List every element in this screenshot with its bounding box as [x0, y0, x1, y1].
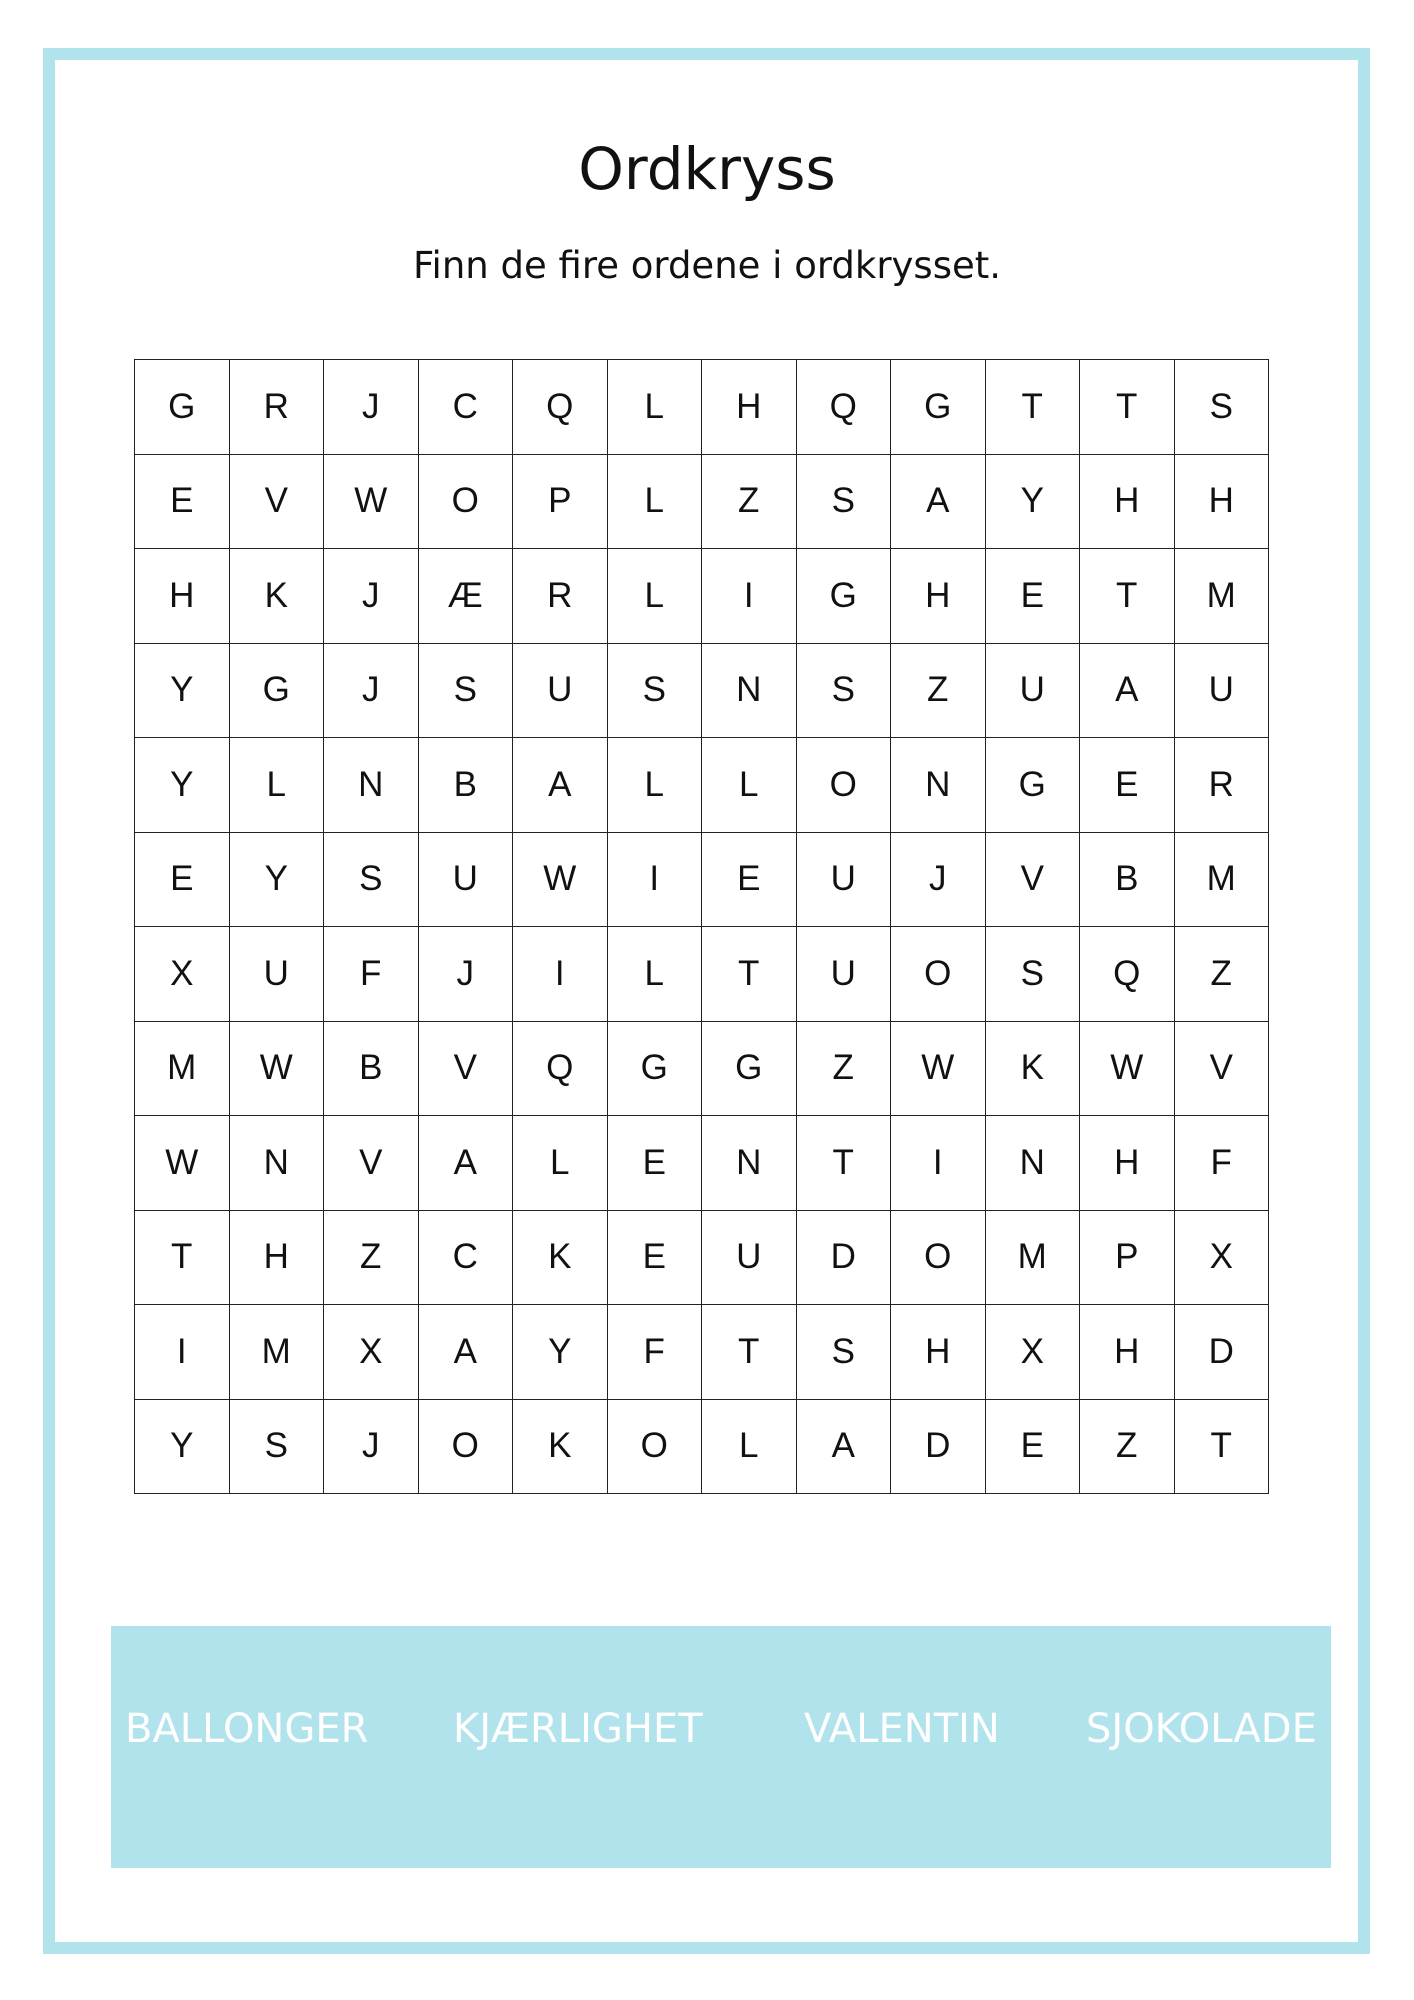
- grid-cell[interactable]: Y: [135, 644, 230, 739]
- grid-cell[interactable]: R: [513, 549, 608, 644]
- grid-cell[interactable]: B: [324, 1022, 419, 1117]
- grid-cell[interactable]: S: [797, 644, 892, 739]
- grid-cell[interactable]: H: [1080, 455, 1175, 550]
- grid-cell[interactable]: W: [135, 1116, 230, 1211]
- grid-cell[interactable]: M: [135, 1022, 230, 1117]
- grid-cell[interactable]: L: [608, 360, 703, 455]
- grid-cell[interactable]: X: [1175, 1211, 1270, 1306]
- grid-cell[interactable]: R: [230, 360, 325, 455]
- grid-cell[interactable]: Q: [513, 360, 608, 455]
- grid-cell[interactable]: J: [324, 644, 419, 739]
- grid-cell[interactable]: O: [797, 738, 892, 833]
- grid-cell[interactable]: N: [891, 738, 986, 833]
- grid-cell[interactable]: W: [891, 1022, 986, 1117]
- grid-cell[interactable]: W: [324, 455, 419, 550]
- grid-cell[interactable]: L: [702, 1400, 797, 1495]
- grid-cell[interactable]: K: [513, 1211, 608, 1306]
- grid-cell[interactable]: Z: [702, 455, 797, 550]
- grid-cell[interactable]: E: [608, 1116, 703, 1211]
- grid-cell[interactable]: K: [513, 1400, 608, 1495]
- grid-cell[interactable]: U: [986, 644, 1081, 739]
- grid-cell[interactable]: I: [513, 927, 608, 1022]
- grid-cell[interactable]: N: [324, 738, 419, 833]
- grid-cell[interactable]: H: [891, 1305, 986, 1400]
- grid-cell[interactable]: V: [986, 833, 1081, 928]
- grid-cell[interactable]: S: [230, 1400, 325, 1495]
- grid-cell[interactable]: X: [986, 1305, 1081, 1400]
- grid-cell[interactable]: U: [797, 833, 892, 928]
- grid-cell[interactable]: C: [419, 360, 514, 455]
- grid-cell[interactable]: Y: [230, 833, 325, 928]
- grid-cell[interactable]: T: [1175, 1400, 1270, 1495]
- grid-cell[interactable]: Y: [135, 1400, 230, 1495]
- grid-cell[interactable]: O: [891, 927, 986, 1022]
- grid-cell[interactable]: L: [702, 738, 797, 833]
- grid-cell[interactable]: J: [324, 549, 419, 644]
- grid-cell[interactable]: S: [797, 1305, 892, 1400]
- grid-cell[interactable]: H: [1080, 1116, 1175, 1211]
- grid-cell[interactable]: G: [135, 360, 230, 455]
- grid-cell[interactable]: L: [230, 738, 325, 833]
- grid-cell[interactable]: L: [608, 549, 703, 644]
- grid-cell[interactable]: L: [608, 738, 703, 833]
- grid-cell[interactable]: F: [324, 927, 419, 1022]
- grid-cell[interactable]: S: [986, 927, 1081, 1022]
- grid-cell[interactable]: D: [797, 1211, 892, 1306]
- grid-cell[interactable]: P: [513, 455, 608, 550]
- grid-cell[interactable]: I: [608, 833, 703, 928]
- word-list-item: SJOKOLADE: [1086, 1706, 1317, 1752]
- grid-cell[interactable]: G: [891, 360, 986, 455]
- grid-cell[interactable]: U: [419, 833, 514, 928]
- grid-cell[interactable]: N: [702, 1116, 797, 1211]
- word-list-item: VALENTIN: [804, 1706, 1000, 1752]
- grid-cell[interactable]: Z: [1080, 1400, 1175, 1495]
- grid-cell[interactable]: I: [702, 549, 797, 644]
- grid-cell[interactable]: M: [230, 1305, 325, 1400]
- grid-cell[interactable]: O: [608, 1400, 703, 1495]
- grid-cell[interactable]: O: [891, 1211, 986, 1306]
- grid-cell[interactable]: U: [230, 927, 325, 1022]
- grid-cell[interactable]: T: [1080, 549, 1175, 644]
- grid-cell[interactable]: H: [891, 549, 986, 644]
- grid-cell[interactable]: E: [702, 833, 797, 928]
- grid-cell[interactable]: Z: [1175, 927, 1270, 1022]
- grid-cell[interactable]: F: [608, 1305, 703, 1400]
- grid-cell[interactable]: S: [324, 833, 419, 928]
- grid-cell[interactable]: A: [419, 1305, 514, 1400]
- grid-cell[interactable]: H: [702, 360, 797, 455]
- grid-cell[interactable]: Q: [513, 1022, 608, 1117]
- grid-cell[interactable]: N: [986, 1116, 1081, 1211]
- page-title: Ordkryss: [578, 135, 836, 203]
- grid-cell[interactable]: Q: [797, 360, 892, 455]
- grid-cell[interactable]: T: [797, 1116, 892, 1211]
- grid-cell[interactable]: Q: [1080, 927, 1175, 1022]
- grid-cell[interactable]: U: [702, 1211, 797, 1306]
- grid-cell[interactable]: V: [324, 1116, 419, 1211]
- grid-cell[interactable]: M: [986, 1211, 1081, 1306]
- word-list-box: [111, 1626, 1331, 1868]
- grid-cell[interactable]: T: [702, 1305, 797, 1400]
- grid-cell[interactable]: Y: [513, 1305, 608, 1400]
- word-list-item: BALLONGER: [125, 1706, 369, 1752]
- grid-cell[interactable]: V: [419, 1022, 514, 1117]
- grid-cell[interactable]: S: [797, 455, 892, 550]
- grid-cell[interactable]: R: [1175, 738, 1270, 833]
- grid-cell[interactable]: G: [608, 1022, 703, 1117]
- grid-cell[interactable]: O: [419, 455, 514, 550]
- grid-cell[interactable]: Z: [891, 644, 986, 739]
- grid-cell[interactable]: O: [419, 1400, 514, 1495]
- grid-cell[interactable]: G: [986, 738, 1081, 833]
- grid-cell[interactable]: M: [1175, 549, 1270, 644]
- grid-cell[interactable]: K: [986, 1022, 1081, 1117]
- grid-cell[interactable]: G: [230, 644, 325, 739]
- grid-cell[interactable]: E: [135, 455, 230, 550]
- grid-cell[interactable]: H: [135, 549, 230, 644]
- grid-cell[interactable]: Y: [986, 455, 1081, 550]
- grid-cell[interactable]: A: [891, 455, 986, 550]
- grid-cell[interactable]: U: [1175, 644, 1270, 739]
- grid-cell[interactable]: K: [230, 549, 325, 644]
- grid-cell[interactable]: E: [986, 549, 1081, 644]
- grid-cell[interactable]: N: [702, 644, 797, 739]
- grid-cell[interactable]: J: [324, 360, 419, 455]
- grid-cell[interactable]: Æ: [419, 549, 514, 644]
- grid-cell[interactable]: B: [419, 738, 514, 833]
- grid-cell[interactable]: B: [1080, 833, 1175, 928]
- grid-cell[interactable]: E: [986, 1400, 1081, 1495]
- grid-cell[interactable]: L: [608, 927, 703, 1022]
- grid-cell[interactable]: L: [513, 1116, 608, 1211]
- grid-cell[interactable]: A: [513, 738, 608, 833]
- grid-cell[interactable]: P: [1080, 1211, 1175, 1306]
- grid-cell[interactable]: S: [419, 644, 514, 739]
- grid-cell[interactable]: Y: [135, 738, 230, 833]
- grid-cell[interactable]: J: [891, 833, 986, 928]
- grid-cell[interactable]: C: [419, 1211, 514, 1306]
- grid-cell[interactable]: Z: [324, 1211, 419, 1306]
- grid-cell[interactable]: S: [1175, 360, 1270, 455]
- grid-cell[interactable]: T: [702, 927, 797, 1022]
- grid-cell[interactable]: W: [230, 1022, 325, 1117]
- grid-cell[interactable]: D: [1175, 1305, 1270, 1400]
- grid-cell[interactable]: S: [608, 644, 703, 739]
- grid-cell[interactable]: T: [1080, 360, 1175, 455]
- grid-cell[interactable]: A: [419, 1116, 514, 1211]
- grid-cell[interactable]: T: [986, 360, 1081, 455]
- grid-cell[interactable]: V: [230, 455, 325, 550]
- grid-cell[interactable]: G: [797, 549, 892, 644]
- grid-cell[interactable]: J: [419, 927, 514, 1022]
- grid-cell[interactable]: E: [608, 1211, 703, 1306]
- grid-cell[interactable]: Z: [797, 1022, 892, 1117]
- grid-cell[interactable]: X: [324, 1305, 419, 1400]
- grid-cell[interactable]: N: [230, 1116, 325, 1211]
- grid-cell[interactable]: J: [324, 1400, 419, 1495]
- grid-cell[interactable]: M: [1175, 833, 1270, 928]
- grid-cell[interactable]: E: [135, 833, 230, 928]
- grid-cell[interactable]: I: [891, 1116, 986, 1211]
- grid-cell[interactable]: A: [1080, 644, 1175, 739]
- grid-cell[interactable]: U: [513, 644, 608, 739]
- word-search-grid: [134, 359, 1269, 1494]
- grid-cell[interactable]: X: [135, 927, 230, 1022]
- grid-cell[interactable]: W: [1080, 1022, 1175, 1117]
- grid-cell[interactable]: E: [1080, 738, 1175, 833]
- grid-cell[interactable]: I: [135, 1305, 230, 1400]
- grid-cell[interactable]: V: [1175, 1022, 1270, 1117]
- grid-cell[interactable]: U: [797, 927, 892, 1022]
- grid-cell[interactable]: H: [1175, 455, 1270, 550]
- grid-cell[interactable]: H: [230, 1211, 325, 1306]
- word-list-item: KJÆRLIGHET: [453, 1706, 703, 1752]
- grid-cell[interactable]: L: [608, 455, 703, 550]
- grid-cell[interactable]: W: [513, 833, 608, 928]
- grid-cell[interactable]: T: [135, 1211, 230, 1306]
- instructions-text: Finn de fire ordene i ordkrysset.: [412, 244, 1002, 287]
- grid-cell[interactable]: F: [1175, 1116, 1270, 1211]
- grid-cell[interactable]: D: [891, 1400, 986, 1495]
- grid-cell[interactable]: H: [1080, 1305, 1175, 1400]
- grid-cell[interactable]: A: [797, 1400, 892, 1495]
- grid-cell[interactable]: G: [702, 1022, 797, 1117]
